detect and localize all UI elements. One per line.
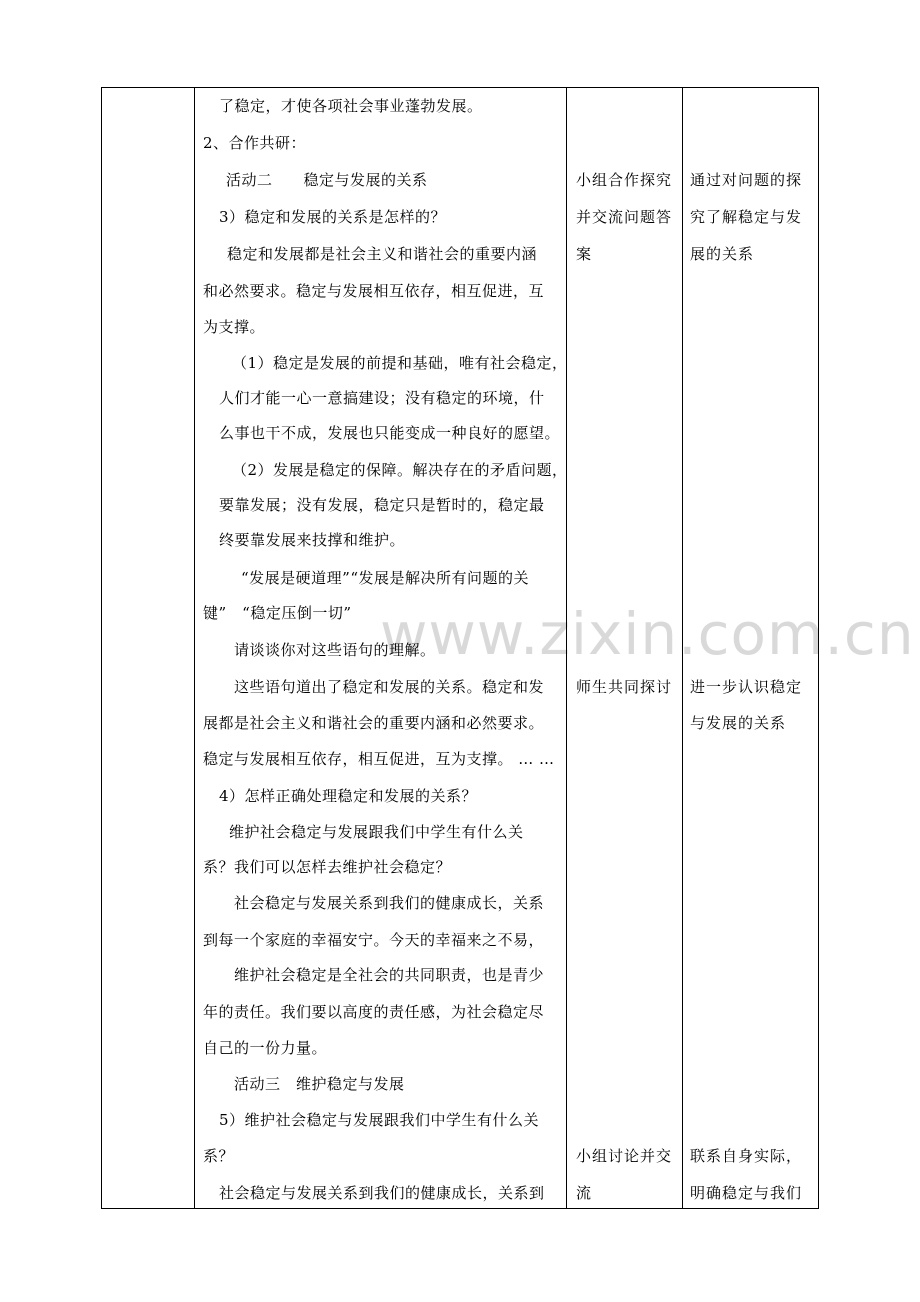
intent-line: 究了解稳定与发: [690, 208, 803, 226]
column-divider: [194, 88, 195, 1208]
intent-line: 联系自身实际，: [690, 1147, 803, 1165]
content-line: 活动二 稳定与发展的关系: [226, 171, 428, 189]
content-line: 键” “稳定压倒一切”: [203, 604, 352, 622]
content-line: 维护社会稳定与发展跟我们中学生有什么关: [229, 823, 524, 841]
intent-line: 明确稳定与我们: [690, 1184, 803, 1202]
content-line: 这些语句道出了稳定和发展的关系。稳定和发: [234, 678, 545, 696]
content-line: 稳定与发展相互依存，相互促进，互为支撑。 … …: [203, 750, 555, 768]
content-line: “发展是硬道理”“发展是解决所有问题的关: [241, 569, 530, 587]
content-line: 展都是社会主义和谐社会的重要内涵和必然要求。: [203, 714, 545, 732]
activity-line: 并交流问题答: [576, 208, 673, 226]
content-line: 维护社会稳定是全社会的共同职责，也是青少: [234, 966, 545, 984]
content-line: 要靠发展；没有发展，稳定只是暂时的，稳定最: [219, 496, 545, 514]
content-line: 社会稳定与发展关系到我们的健康成长，关系: [234, 894, 545, 912]
content-line: 了稳定，才使各项社会事业蓬勃发展。: [219, 97, 483, 115]
content-line: （1）稳定是发展的前提和基础，唯有社会稳定，: [232, 354, 568, 372]
content-line: 活动三 维护稳定与发展: [234, 1075, 405, 1093]
content-line: 么事也干不成，发展也只能变成一种良好的愿望。: [219, 424, 561, 442]
content-line: 终要靠发展来技撑和维护。: [219, 531, 406, 549]
content-line: 稳定和发展都是社会主义和谐社会的重要内涵: [227, 245, 538, 263]
watermark: www.zixin.com.cn: [380, 600, 915, 668]
activity-line: 小组合作探究: [576, 171, 673, 189]
activity-line: 流: [576, 1184, 593, 1202]
column-divider: [682, 88, 683, 1208]
content-line: 自己的一份力量。: [203, 1039, 328, 1057]
content-line: 到每一个家庭的幸福安宁。今天的幸福来之不易，: [203, 931, 545, 949]
column-divider: [566, 88, 567, 1208]
activity-line: 小组讨论并交: [576, 1147, 673, 1165]
intent-line: 进一步认识稳定: [690, 678, 803, 696]
content-line: 5）维护社会稳定与发展跟我们中学生有什么关: [219, 1111, 540, 1129]
content-line: 人们才能一心一意搞建设；没有稳定的环境，什: [219, 389, 545, 407]
content-line: 2、合作共研：: [203, 134, 307, 152]
content-line: 4）怎样正确处理稳定和发展的关系？: [219, 787, 478, 805]
content-line: 年的责任。我们要以高度的责任感，为社会稳定尽: [203, 1003, 545, 1021]
intent-line: 通过对问题的探: [690, 171, 803, 189]
content-line: 为支撑。: [203, 318, 266, 336]
content-line: 系？我们可以怎样去维护社会稳定？: [203, 858, 452, 876]
content-line: 和必然要求。稳定与发展相互依存，相互促进，互: [203, 282, 545, 300]
content-line: （2）发展是稳定的保障。解决存在的矛盾问题，: [232, 461, 568, 479]
activity-line: 师生共同探讨: [576, 678, 673, 696]
activity-line: 案: [576, 245, 593, 263]
intent-line: 展的关系: [690, 245, 755, 263]
intent-line: 与发展的关系: [690, 714, 787, 732]
content-line: 3）稳定和发展的关系是怎样的？: [219, 208, 447, 226]
content-line: 社会稳定与发展关系到我们的健康成长，关系到: [219, 1184, 545, 1202]
content-line: 系？: [203, 1147, 235, 1165]
content-line: 请谈谈你对这些语句的理解。: [234, 641, 436, 659]
